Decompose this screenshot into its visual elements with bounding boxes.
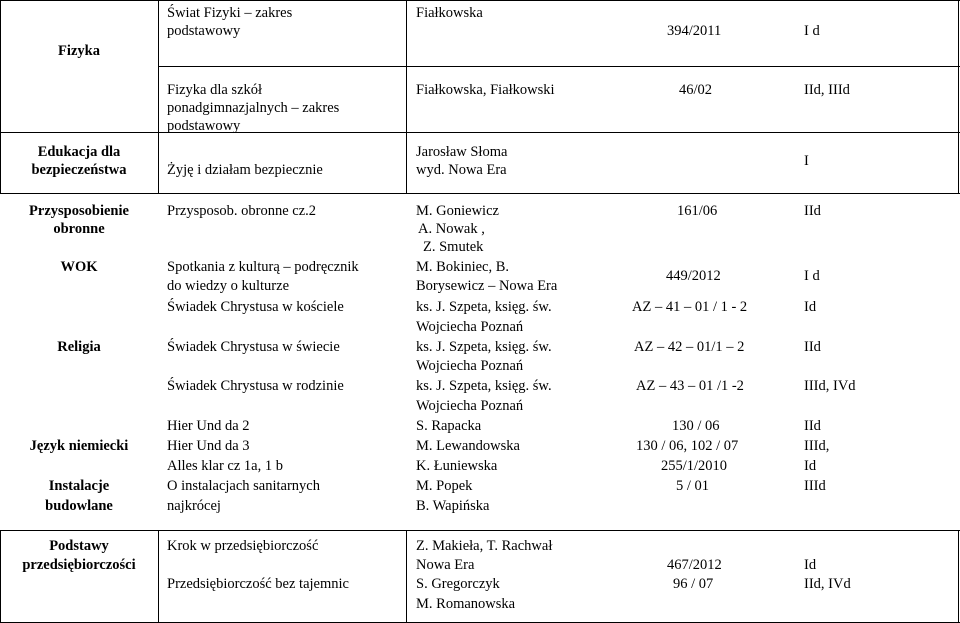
book-title: Przysposob. obronne cz.2	[167, 203, 317, 219]
author-cell: M. Lewandowska	[416, 438, 520, 454]
grid-line	[158, 530, 159, 623]
author-cell: A. Nowak ,	[418, 221, 485, 237]
book-title: Świadek Chrystusa w świecie	[167, 339, 340, 355]
approval-number: AZ – 41 – 01 / 1 - 2	[632, 299, 748, 315]
book-title: najkrócej	[167, 498, 221, 514]
approval-number: 449/2012	[666, 268, 721, 284]
author-cell: Fiałkowska, Fiałkowski	[416, 82, 555, 98]
subject-cell: Edukacja dla	[37, 144, 121, 160]
book-title: Fizyka dla szkół	[167, 82, 263, 98]
subject-cell: Religia	[57, 339, 101, 355]
class-cell: IId, IVd	[804, 576, 851, 592]
author-cell: S. Rapacka	[416, 418, 482, 434]
book-title: Krok w przedsiębiorczość	[167, 538, 319, 554]
grid-line	[406, 0, 407, 193]
subject-cell: Język niemiecki	[29, 438, 129, 454]
author-cell: M. Bokiniec, B.	[416, 259, 510, 275]
book-title: Alles klar cz 1a, 1 b	[167, 458, 283, 474]
author-cell: Z. Smutek	[423, 239, 484, 255]
author-cell: Borysewicz – Nowa Era	[416, 278, 558, 294]
class-cell: IId	[804, 203, 821, 219]
author-cell: M. Romanowska	[416, 596, 516, 612]
grid-line	[0, 193, 960, 194]
grid-line	[406, 530, 407, 623]
grid-line	[0, 530, 960, 531]
book-title: Hier Und da 2	[167, 418, 250, 434]
class-cell: Id	[804, 557, 817, 573]
author-cell: ks. J. Szpeta, księg. św.	[416, 339, 552, 355]
class-cell: IId, IIId	[804, 82, 850, 98]
approval-number: 394/2011	[667, 23, 722, 39]
subject-cell: Fizyka	[58, 43, 100, 59]
subject-cell: bezpieczeństwa	[31, 162, 127, 178]
approval-number: 130 / 06, 102 / 07	[636, 438, 739, 454]
book-title: ponadgimnazjalnych – zakres	[167, 100, 340, 116]
grid-line	[158, 0, 159, 193]
approval-number: 46/02	[679, 82, 713, 98]
author-cell: B. Wapińska	[416, 498, 490, 514]
author-cell: wyd. Nowa Era	[416, 162, 507, 178]
approval-number: 255/1/2010	[661, 458, 728, 474]
author-cell: K. Łuniewska	[416, 458, 498, 474]
subject-cell: Podstawy	[49, 538, 109, 554]
class-cell: I d	[804, 268, 820, 284]
subject-cell: WOK	[60, 259, 98, 275]
approval-number: 96 / 07	[673, 576, 714, 592]
grid-line	[0, 132, 960, 133]
class-cell: I d	[804, 23, 820, 39]
class-cell: Id	[804, 299, 817, 315]
book-title: Świadek Chrystusa w kościele	[167, 299, 344, 315]
class-cell: IIId	[804, 478, 826, 494]
book-title: Świadek Chrystusa w rodzinie	[167, 378, 344, 394]
author-cell: Wojciecha Poznań	[416, 358, 524, 374]
author-cell: M. Goniewicz	[416, 203, 499, 219]
grid-line	[958, 530, 959, 623]
author-cell: Z. Makieła, T. Rachwał	[416, 538, 553, 554]
book-title: Świat Fizyki – zakres	[167, 5, 293, 21]
subject-cell: Instalacje	[48, 478, 110, 494]
author-cell: ks. J. Szpeta, księg. św.	[416, 378, 552, 394]
subject-cell: obronne	[53, 221, 105, 237]
grid-line	[158, 66, 960, 67]
author-cell: ks. J. Szpeta, księg. św.	[416, 299, 552, 315]
grid-line	[0, 0, 1, 193]
approval-number: 130 / 06	[672, 418, 720, 434]
subject-cell: Przysposobienie	[29, 203, 129, 219]
grid-line	[958, 0, 959, 193]
author-cell: Jarosław Słoma	[416, 144, 508, 160]
book-title: Hier Und da 3	[167, 438, 250, 454]
book-title: Spotkania z kulturą – podręcznik	[167, 259, 359, 275]
author-cell: M. Popek	[416, 478, 473, 494]
book-title: podstawowy	[167, 23, 241, 39]
author-cell: Fiałkowska	[416, 5, 483, 21]
class-cell: IId	[804, 339, 821, 355]
class-cell: IIId,	[804, 438, 830, 454]
book-title: O instalacjach sanitarnych	[167, 478, 320, 494]
grid-line	[0, 530, 1, 623]
author-cell: Wojciecha Poznań	[416, 398, 524, 414]
approval-number: AZ – 42 – 01/1 – 2	[634, 339, 745, 355]
class-cell: Id	[804, 458, 817, 474]
author-cell: Nowa Era	[416, 557, 475, 573]
subject-cell: przedsiębiorczości	[22, 557, 136, 573]
book-title: podstawowy	[167, 118, 241, 134]
subject-cell: budowlane	[45, 498, 113, 514]
author-cell: S. Gregorczyk	[416, 576, 500, 592]
approval-number: 161/06	[677, 203, 718, 219]
approval-number: 467/2012	[667, 557, 722, 573]
approval-number: AZ – 43 – 01 /1 -2	[636, 378, 744, 394]
approval-number: 5 / 01	[676, 478, 710, 494]
class-cell: IIId, IVd	[804, 378, 856, 394]
class-cell: IId	[804, 418, 821, 434]
book-title: Żyję i działam bezpiecznie	[167, 162, 323, 178]
author-cell: Wojciecha Poznań	[416, 319, 524, 335]
class-cell: I	[804, 153, 809, 169]
book-title: do wiedzy o kulturze	[167, 278, 290, 294]
book-title: Przedsiębiorczość bez tajemnic	[167, 576, 349, 592]
grid-line	[0, 0, 960, 1]
